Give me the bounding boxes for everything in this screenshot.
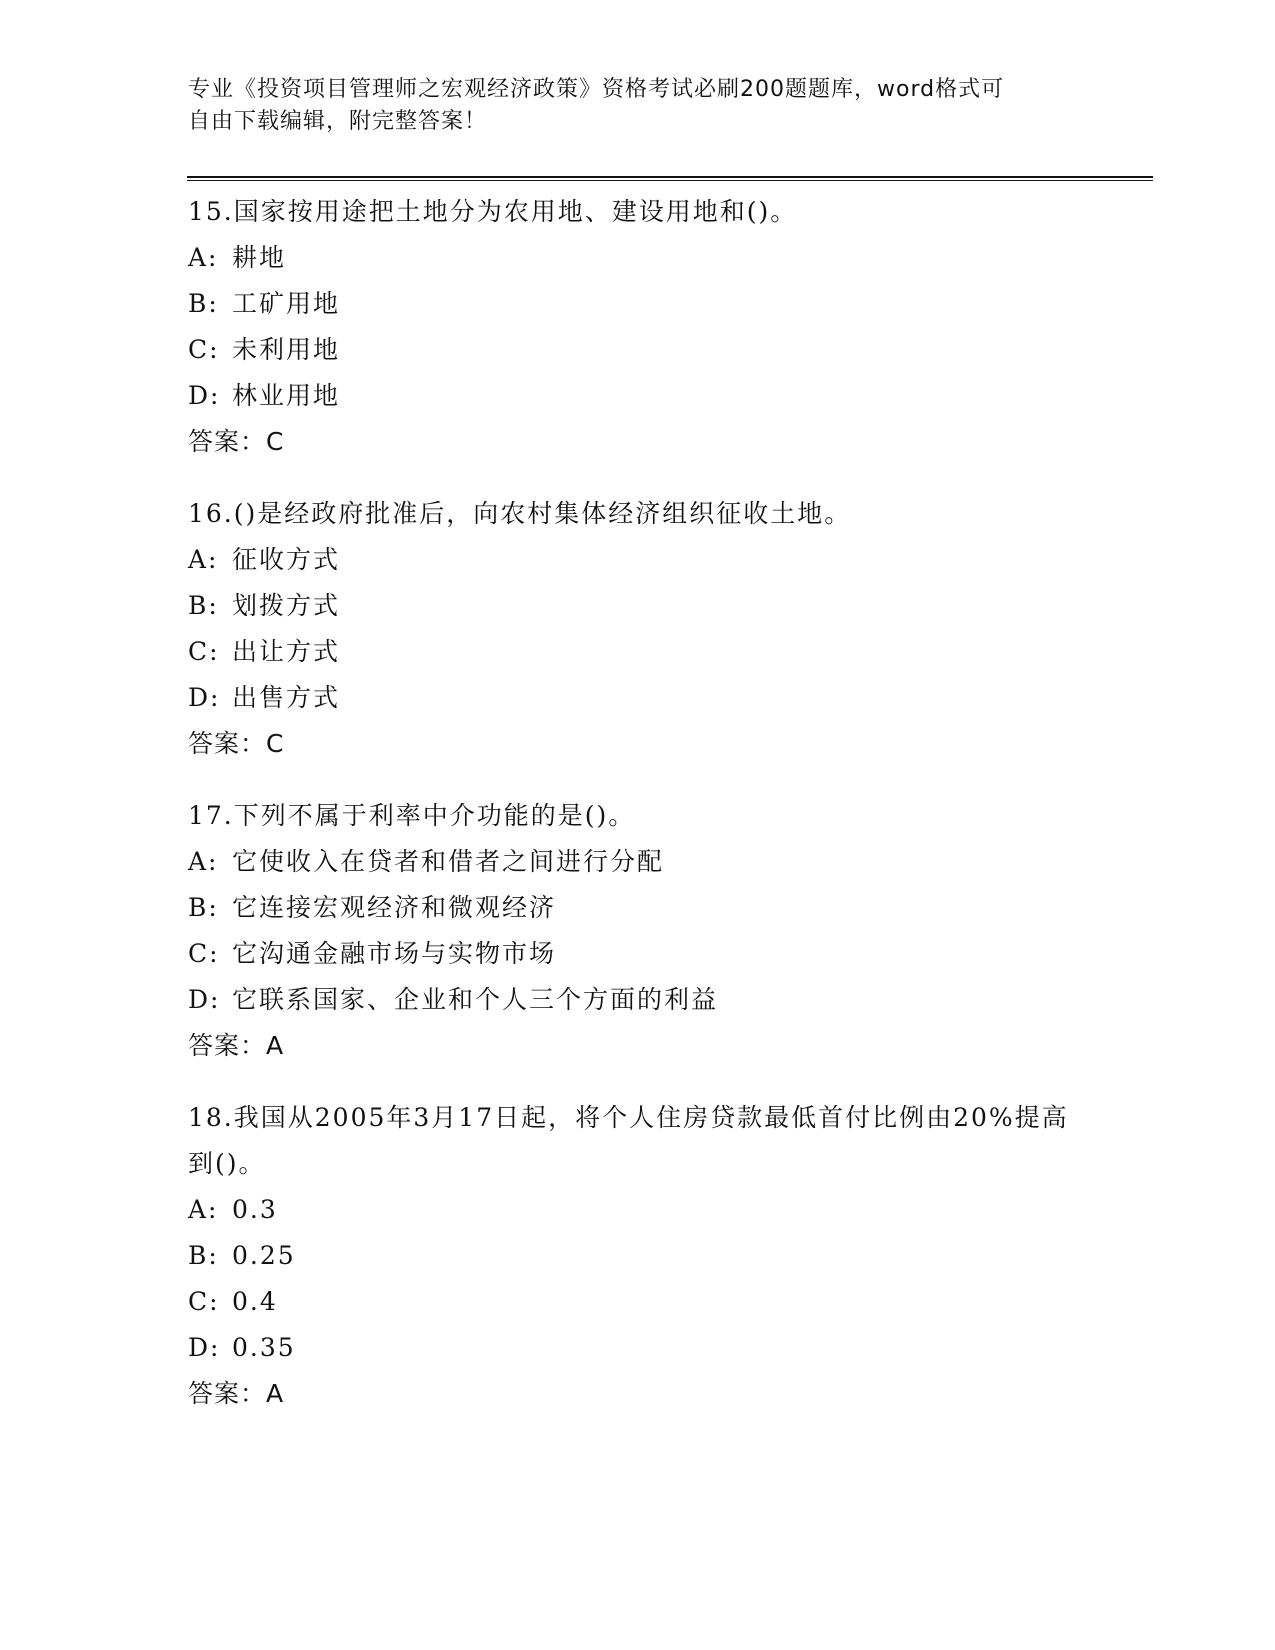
document-header <box>188 74 1088 138</box>
option-key: A: <box>188 243 219 272</box>
answer-line: 答案：C <box>188 729 285 758</box>
header-divider-thin <box>187 180 1153 181</box>
option-key: D: <box>188 1333 221 1362</box>
question-stem: 15.国家按用途把土地分为农用地、建设用地和()。 <box>188 197 798 226</box>
header-line-2: 自由下载编辑，附完整答案！ <box>188 109 488 134</box>
option-c <box>188 931 1088 977</box>
option-text: 0.35 <box>232 1333 296 1362</box>
option-d <box>188 977 1088 1023</box>
question-stem: 17.下列不属于利率中介功能的是()。 <box>188 801 636 830</box>
question-stem: 18.我国从2005年3月17日起，将个人住房贷款最低首付比例由20%提高到()。 <box>188 1103 1069 1178</box>
option-key: D: <box>188 381 221 410</box>
option-a <box>188 1187 1088 1233</box>
option-d <box>188 1325 1088 1371</box>
option-b <box>188 281 1088 327</box>
question-18 <box>188 1095 1088 1417</box>
option-key: C: <box>188 335 220 364</box>
option-text: 出售方式 <box>232 683 341 712</box>
option-text: 它连接宏观经济和微观经济 <box>232 893 557 922</box>
header-divider-thick <box>187 176 1153 178</box>
option-key: A: <box>188 1195 219 1224</box>
option-key: B: <box>188 289 219 318</box>
option-key: C: <box>188 1287 220 1316</box>
option-c <box>188 327 1088 373</box>
option-text: 出让方式 <box>232 637 341 666</box>
question-list <box>188 189 1088 1443</box>
option-b <box>188 583 1088 629</box>
option-text: 划拨方式 <box>232 591 341 620</box>
option-key: B: <box>188 1241 219 1270</box>
option-key: C: <box>188 939 220 968</box>
option-text: 0.4 <box>232 1287 278 1316</box>
option-key: D: <box>188 985 221 1014</box>
option-key: A: <box>188 545 219 574</box>
option-text: 它联系国家、企业和个人三个方面的利益 <box>232 985 719 1014</box>
answer-line: 答案：A <box>188 1379 285 1408</box>
option-text: 耕地 <box>232 243 287 272</box>
option-key: C: <box>188 637 220 666</box>
answer-line: 答案：C <box>188 427 285 456</box>
option-a <box>188 839 1088 885</box>
option-c <box>188 1279 1088 1325</box>
option-text: 0.25 <box>232 1241 296 1270</box>
question-15 <box>188 189 1088 465</box>
option-text: 它沟通金融市场与实物市场 <box>232 939 557 968</box>
option-text: 它使收入在贷者和借者之间进行分配 <box>232 847 665 876</box>
option-d <box>188 675 1088 721</box>
option-c <box>188 629 1088 675</box>
option-text: 0.3 <box>232 1195 278 1224</box>
question-16 <box>188 491 1088 767</box>
option-text: 林业用地 <box>232 381 341 410</box>
option-key: A: <box>188 847 219 876</box>
option-text: 征收方式 <box>232 545 341 574</box>
option-key: B: <box>188 591 219 620</box>
option-a <box>188 235 1088 281</box>
option-key: B: <box>188 893 219 922</box>
question-stem: 16.()是经政府批准后，向农村集体经济组织征收土地。 <box>188 499 852 528</box>
question-17 <box>188 793 1088 1069</box>
option-a <box>188 537 1088 583</box>
option-b <box>188 1233 1088 1279</box>
option-key: D: <box>188 683 221 712</box>
option-b <box>188 885 1088 931</box>
answer-line: 答案：A <box>188 1031 285 1060</box>
option-d <box>188 373 1088 419</box>
header-line-1: 专业《投资项目管理师之宏观经济政策》资格考试必刷200题题库，word格式可 <box>188 77 1005 102</box>
option-text: 未利用地 <box>232 335 341 364</box>
option-text: 工矿用地 <box>232 289 341 318</box>
